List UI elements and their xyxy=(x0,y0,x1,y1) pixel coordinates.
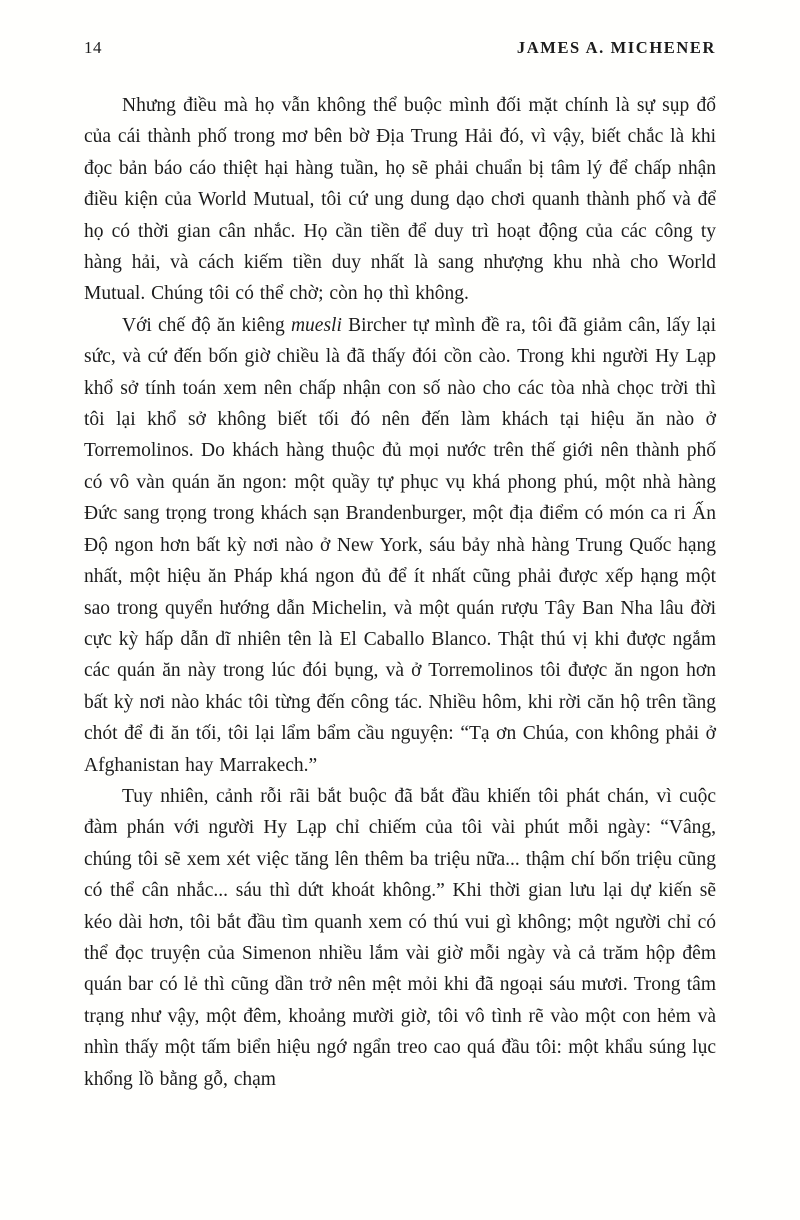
paragraph xyxy=(84,90,716,310)
text-run: Với chế độ ăn kiêng xyxy=(122,314,291,336)
running-title: JAMES A. MICHENER xyxy=(516,38,716,57)
text-run: muesli xyxy=(290,314,342,336)
text-run: Bircher tự mình đề ra, tôi đã giảm cân, lấy lại sức, và cứ đến bốn giờ chiều là đã thấy đói cồn cào. Trong khi người Hy Lạp khổ sở tính toán xem nên chấp nhận con số nào cho các tòa nhà chọc trời thì tôi lại khổ sở không biết tối đó nên đến làm khách tại hiệu ăn nào ở Torremolinos. Do khách hàng thuộc đủ mọi nước trên thế giới nên thành phố có vô vàn quán ăn ngon: một quầy tự phục vụ khá phong phú, một nhà hàng Đức sang trọng trong khách sạn Brandenburger, một địa điểm có món ca ri Ấn Độ ngon hơn bất kỳ nơi nào ở New York, sáu bảy nhà hàng Trung Quốc hạng nhất, một hiệu ăn Pháp khá ngon đủ để ít nhất cũng phải được xếp hạng một sao trong quyển hướng dẫn Michelin, và một quán rượu Tây Ban Nha lâu đời cực kỳ hấp dẫn dĩ nhiên tên là El Caballo Blanco. Thật thú vị khi được ngắm các quán ăn này trong lúc đói bụng, và ở Torremolinos tôi được ăn ngon hơn bất kỳ nơi nào khác tôi từng đến công tác. Nhiều hôm, khi rời căn hộ trên tầng chót để đi ăn tối, tôi lại lẩm bẩm cầu nguyện: “Tạ ơn Chúa, con không phải ở Afghanistan hay Marrakech.” xyxy=(84,314,716,776)
paragraph xyxy=(84,310,716,781)
page-body xyxy=(84,90,716,1095)
page-header xyxy=(84,38,716,58)
text-run: Nhưng điều mà họ vẫn không thể buộc mình đối mặt chính là sự sụp đổ của cái thành phố trong mơ bên bờ Địa Trung Hải đó, vì vậy, biết chắc là khi đọc bản báo cáo thiệt hại hàng tuần, họ sẽ phải chuẩn bị tâm lý để chấp nhận điều kiện của World Mutual, tôi cứ ung dung dạo chơi quanh thành phố và để họ có thời gian cân nhắc. Họ cần tiền để duy trì hoạt động của các công ty hàng hải, và cách kiếm tiền duy nhất là sang nhượng khu nhà cho World Mutual. Chúng tôi có thể chờ; còn họ thì không. xyxy=(84,95,716,305)
text-run: Tuy nhiên, cảnh rỗi rãi bắt buộc đã bắt đầu khiến tôi phát chán, vì cuộc đàm phán với người Hy Lạp chỉ chiếm của tôi vài phút mỗi ngày: “Vâng, chúng tôi sẽ xem xét việc tăng lên thêm ba triệu nữa... thậm chí bốn triệu cũng có thể cân nhắc... sáu thì dứt khoát không.” Khi thời gian lưu lại dự kiến sẽ kéo dài hơn, tôi bắt đầu tìm quanh xem có thú vui gì không; một người chỉ có thể đọc truyện của Simenon nhiều lắm vài giờ mỗi ngày và cả trăm hộp đêm quán bar có lẻ thì cũng dần trở nên mệt mỏi khi đã ngoại sáu mươi. Trong tâm trạng như vậy, một đêm, khoảng mười giờ, tôi vô tình rẽ vào một con hẻm và nhìn thấy một tấm biển hiệu ngớ ngẩn treo cao quá đầu tôi: một khẩu súng lục khổng lồ bằng gỗ, chạm xyxy=(84,785,716,1090)
paragraph xyxy=(84,781,716,1095)
page-number: 14 xyxy=(84,38,102,57)
